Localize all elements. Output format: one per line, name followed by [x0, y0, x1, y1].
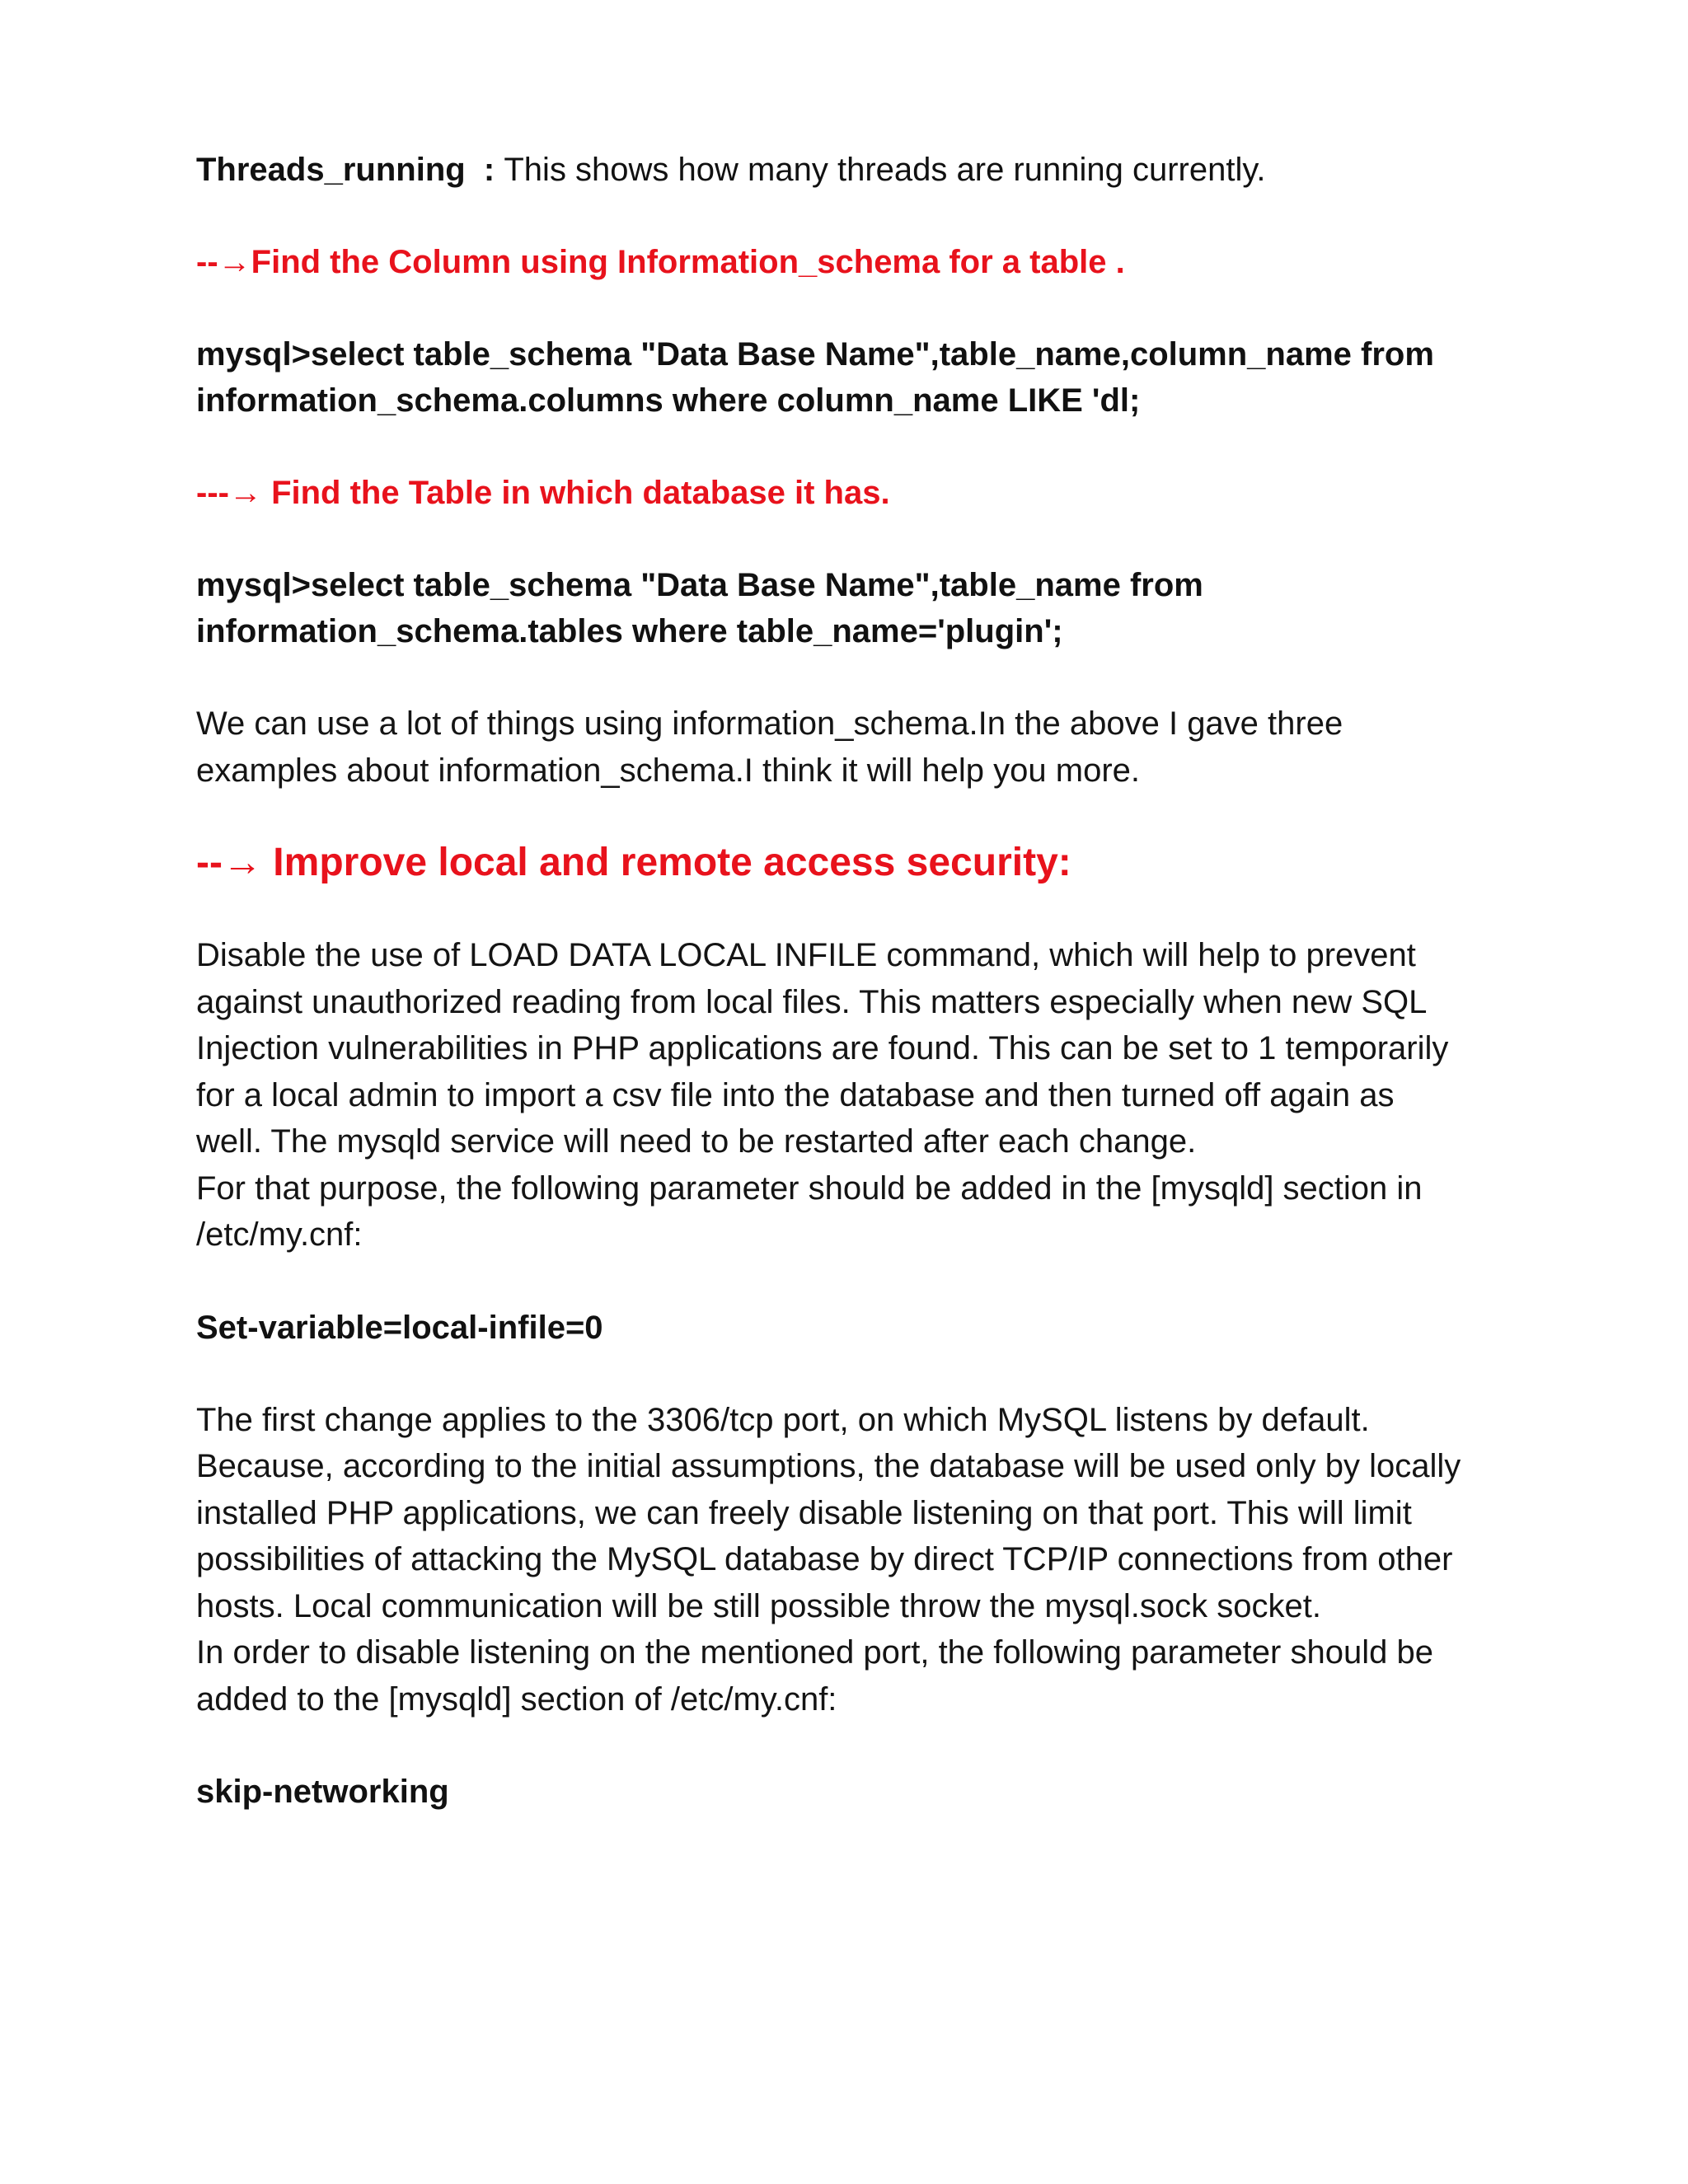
config-local-infile: Set-variable=local-infile=0	[196, 1309, 603, 1346]
paragraph-information-schema	[196, 701, 1556, 794]
paragraph-local-infile	[196, 932, 1556, 1258]
query-find-column-line-2: information_schema.columns where column_name LIKE 'dl;	[196, 382, 1141, 419]
paragraph-skip-networking-line-1: The first change applies to the 3306/tcp port, on which MySQL listens by default.	[196, 1401, 1370, 1438]
query-find-table-line-1: mysql>select table_schema "Data Base Name",table_name from	[196, 567, 1203, 603]
paragraph-information-schema-line-2: examples about information_schema.I think it will help you more.	[196, 752, 1140, 789]
paragraph-local-infile-line-3: Injection vulnerabilities in PHP applications are found. This can be set to 1 temporarily	[196, 1030, 1449, 1066]
document-content	[196, 147, 1556, 1848]
query-find-table-line-2: information_schema.tables where table_name='plugin';	[196, 613, 1063, 649]
paragraph-skip-networking-line-6: In order to disable listening on the mentioned port, the following parameter should be	[196, 1634, 1433, 1671]
query-find-column-line-1: mysql>select table_schema "Data Base Name",table_name,column_name from	[196, 336, 1434, 373]
threads-running-line	[196, 147, 1556, 193]
paragraph-information-schema-line-1: We can use a lot of things using information_schema.In the above I gave three	[196, 705, 1343, 742]
paragraph-skip-networking-line-4: possibilities of attacking the MySQL database by direct TCP/IP connections from other	[196, 1541, 1453, 1577]
query-find-table	[196, 562, 1556, 654]
paragraph-local-infile-line-2: against unauthorized reading from local files. This matters especially when new SQL	[196, 983, 1428, 1020]
query-find-column	[196, 331, 1556, 424]
paragraph-local-infile-line-7: /etc/my.cnf:	[196, 1216, 363, 1253]
paragraph-local-infile-line-5: well. The mysqld service will need to be restarted after each change.	[196, 1123, 1197, 1160]
heading-find-table: ---→ Find the Table in which database it has.	[196, 475, 890, 511]
paragraph-skip-networking-line-3: installed PHP applications, we can freely disable listening on that port. This will limit	[196, 1494, 1412, 1531]
paragraph-skip-networking-line-5: hosts. Local communication will be still possible throw the mysql.sock socket.	[196, 1587, 1321, 1624]
heading-find-column: --→Find the Column using Information_schema for a table .	[196, 244, 1125, 280]
threads-running-description: This shows how many threads are running currently.	[504, 152, 1266, 188]
threads-running-term: Threads_running	[196, 152, 466, 188]
config-skip-networking: skip-networking	[196, 1774, 449, 1810]
paragraph-local-infile-line-1: Disable the use of LOAD DATA LOCAL INFILE command, which will help to prevent	[196, 937, 1416, 973]
paragraph-skip-networking	[196, 1397, 1556, 1723]
threads-running-separator: :	[465, 152, 504, 188]
paragraph-local-infile-line-6: For that purpose, the following parameter should be added in the [mysqld] section in	[196, 1169, 1423, 1207]
paragraph-skip-networking-line-2: Because, according to the initial assumptions, the database will be used only by locally	[196, 1448, 1461, 1484]
paragraph-local-infile-line-4: for a local admin to import a csv file into the database and then turned off again as	[196, 1076, 1395, 1113]
paragraph-skip-networking-line-7: added to the [mysqld] section of /etc/my.cnf:	[196, 1680, 837, 1718]
heading-improve-security: --→ Improve local and remote access security:	[196, 841, 1071, 884]
